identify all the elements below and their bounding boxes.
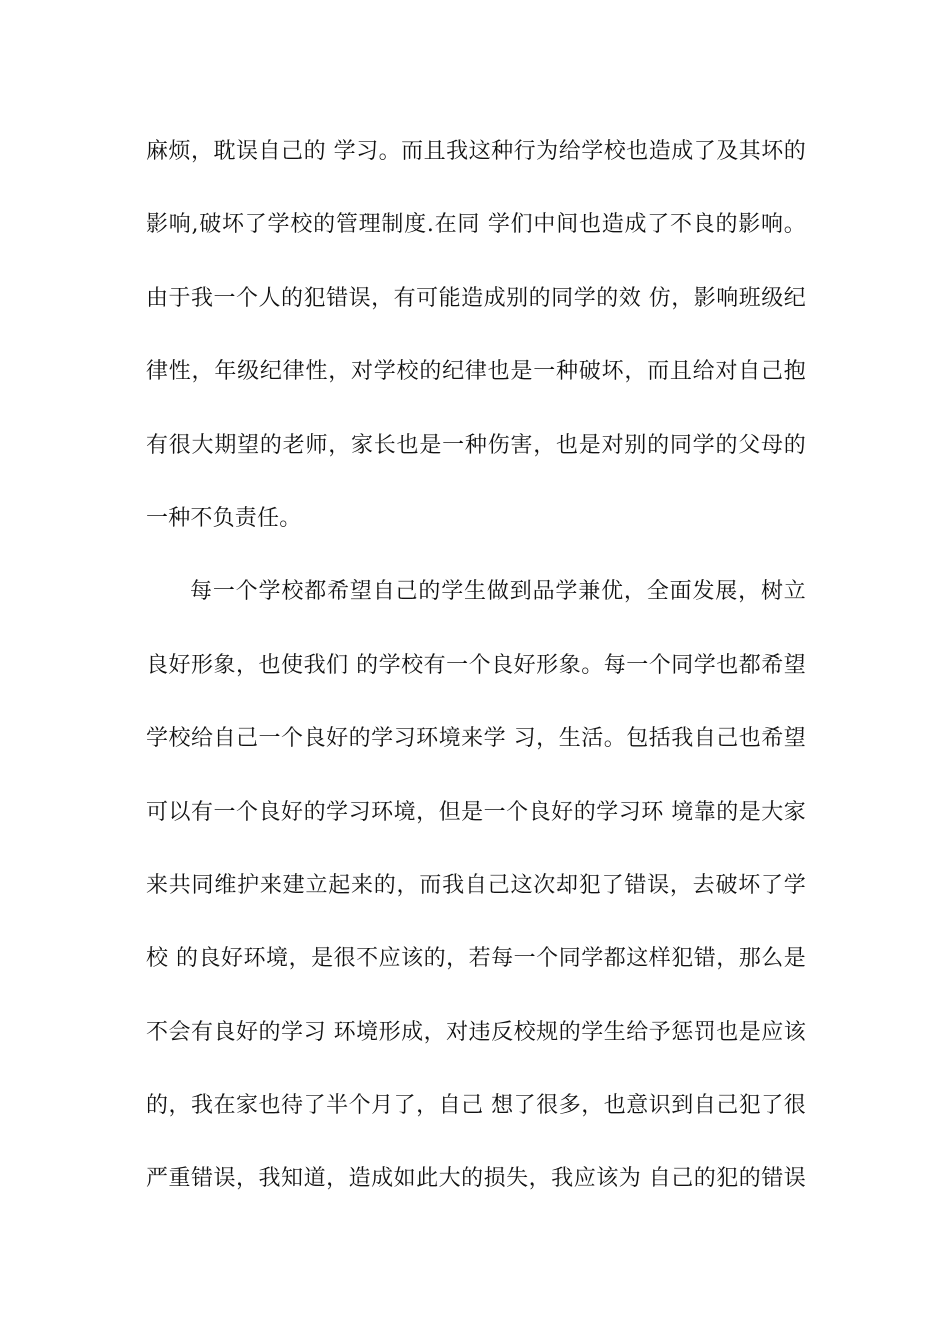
text-line-8: 良好形象，也使我们 的学校有一个良好形象。每一个同学也都希望	[146, 652, 806, 678]
text-line-5: 有很大期望的老师，家长也是一种伤害，也是对别的同学的父母的	[146, 432, 806, 458]
text-line-10: 可以有一个良好的学习环境，但是一个良好的学习环 境靠的是大家	[146, 799, 806, 825]
text-line-13: 不会有良好的学习 环境形成，对违反校规的学生给予惩罚也是应该	[146, 1019, 806, 1045]
text-line-1: 麻烦，耽误自己的 学习。而且我这种行为给学校也造成了及其坏的	[146, 139, 806, 164]
text-line-4: 律性，年级纪律性，对学校的纪律也是一种破坏，而且给对自己抱	[146, 359, 806, 385]
document-body	[146, 132, 806, 1233]
text-line-7: 每一个学校都希望自己的学生做到品学兼优，全面发展，树立	[190, 579, 806, 605]
text-line-6: 一种不负责任。	[146, 505, 302, 531]
text-line-14: 的，我在家也待了半个月了，自己 想了很多，也意识到自己犯了很	[146, 1093, 806, 1119]
text-line-11: 来共同维护来建立起来的，而我自己这次却犯了错误，去破坏了学	[146, 872, 806, 898]
text-line-12: 校 的良好环境，是很不应该的，若每一个同学都这样犯错，那么是	[146, 946, 806, 972]
text-line-9: 学校给自己一个良好的学习环境来学 习，生活。包括我自己也希望	[146, 726, 806, 752]
text-line-3: 由于我一个人的犯错误，有可能造成别的同学的效 仿，影响班级纪	[146, 285, 806, 311]
text-line-15: 严重错误，我知道，造成如此大的损失，我应该为 自己的犯的错误	[146, 1166, 806, 1192]
text-line-2: 影响,破坏了学校的管理制度.在同 学们中间也造成了不良的影响。	[146, 212, 806, 238]
